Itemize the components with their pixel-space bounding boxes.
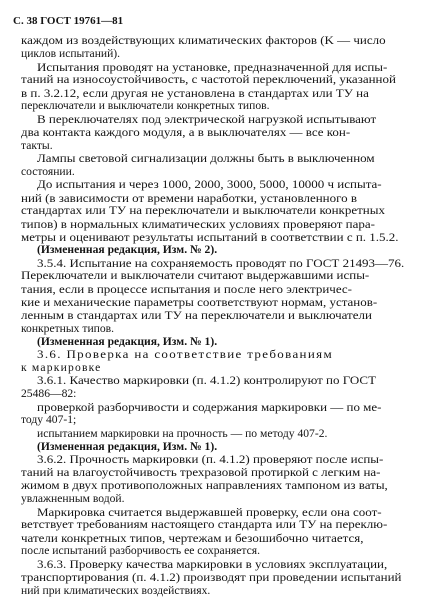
text-line: такты. (21, 139, 53, 152)
text-line: В переключателях под электрической нагрузкой испытывают (37, 113, 377, 126)
text-line: чатели конкретных типов, чертежам и безошибочно читается, (21, 532, 364, 545)
text-line: До испытания и через 1000, 2000, 3000, 5000, 10000 ч испыта- (37, 178, 382, 191)
text-line: конкретных типов. (21, 322, 115, 335)
text-line: 3.6.3. Проверку качества маркировки в условиях эксплуатации, (37, 558, 388, 571)
text-line: состоянии. (21, 165, 75, 178)
text-line: Маркировка считается выдержавшей проверку, если она соот- (37, 506, 382, 519)
edition-note: (Измененная редакция, Изм. № 1). (37, 335, 218, 348)
text-line: 25486—82: (21, 387, 77, 400)
edition-note: (Измененная редакция, Изм. № 2). (37, 243, 218, 256)
text-line: Переключатели и выключатели считают выдержавшими испы- (21, 269, 370, 282)
text-line: ленным в стандартах или ТУ на переключатели и выключатели (21, 309, 372, 322)
text-line: переключатели и выключатели конкретных типов. (21, 99, 270, 112)
text-line: тоду 407-1; (21, 413, 77, 426)
text-line: Испытания проводят на установке, предназначенной для испы- (37, 61, 388, 74)
text-line: 3.6.1. Качество маркировки (п. 4.1.2) контролируют по ГОСТ (37, 374, 377, 387)
page-header: С. 38 ГОСТ 19761—81 (13, 15, 124, 27)
text-line: таний на износоустойчивость, с частотой переключений, указанной (21, 73, 396, 86)
text-line: циклов испытаний). (21, 47, 121, 60)
text-line: Лампы световой сигнализации должны быть в выключенном (37, 152, 375, 165)
text-line: ний (в зависимости от времени наработки, установленного в (21, 192, 357, 205)
text-line: к маркировке (21, 361, 102, 374)
text-line: увлажненным водой. (21, 492, 125, 505)
text-line: жимом в двух противоположных направлениях тампоном из ваты, (21, 479, 388, 492)
text-line: кие и механические параметры соответствуют нормам, установ- (21, 296, 378, 309)
text-line: 3.6.2. Прочность маркировки (п. 4.1.2) проверяют после испы- (37, 453, 384, 466)
text-line: таний на влагоустойчивость трехразовой протиркой с легким на- (21, 466, 381, 479)
text-line: 3.5.4. Испытание на сохраняемость проводят по ГОСТ 21493—76. (37, 257, 405, 270)
text-line: ний при климатических воздействиях. (21, 584, 211, 597)
text-line: два контакта каждого модуля, а в выключателях — все кон- (21, 126, 351, 139)
edition-note: (Измененная редакция, Изм. № 1). (37, 440, 218, 453)
text-line: 3.6. Проверка на соответствие требованиям (37, 348, 334, 361)
text-line: испытанием маркировки на прочность — по методу 407-2. (37, 427, 328, 440)
text-line: метры и оценивают результаты испытаний в соответствии с п. 1.5.2. (21, 231, 399, 244)
text-line: тания, если в процессе испытания и после него электричес- (21, 283, 352, 296)
text-line: проверкой разборчивости и содержания маркировки — по мe- (37, 401, 382, 414)
text-line: каждом из воздействующих климатических факторов (K — число (21, 34, 386, 47)
text-line: в п. 3.2.12, если другая не установлена в стандартах или ТУ на (21, 87, 369, 100)
text-line: после испытаний разборчивость ее сохраняется. (21, 544, 260, 557)
text-line: типов) в нормальных климатических условиях проверяют пара- (21, 218, 375, 231)
text-line: транспортирования (п. 4.1.2) производят при проведении испытаний (21, 571, 402, 584)
text-line: стандартах или ТУ на переключатели и выключатели конкретных (21, 204, 385, 217)
text-line: ветствует требованиям настоящего стандарта или ТУ на переклю- (21, 518, 388, 531)
